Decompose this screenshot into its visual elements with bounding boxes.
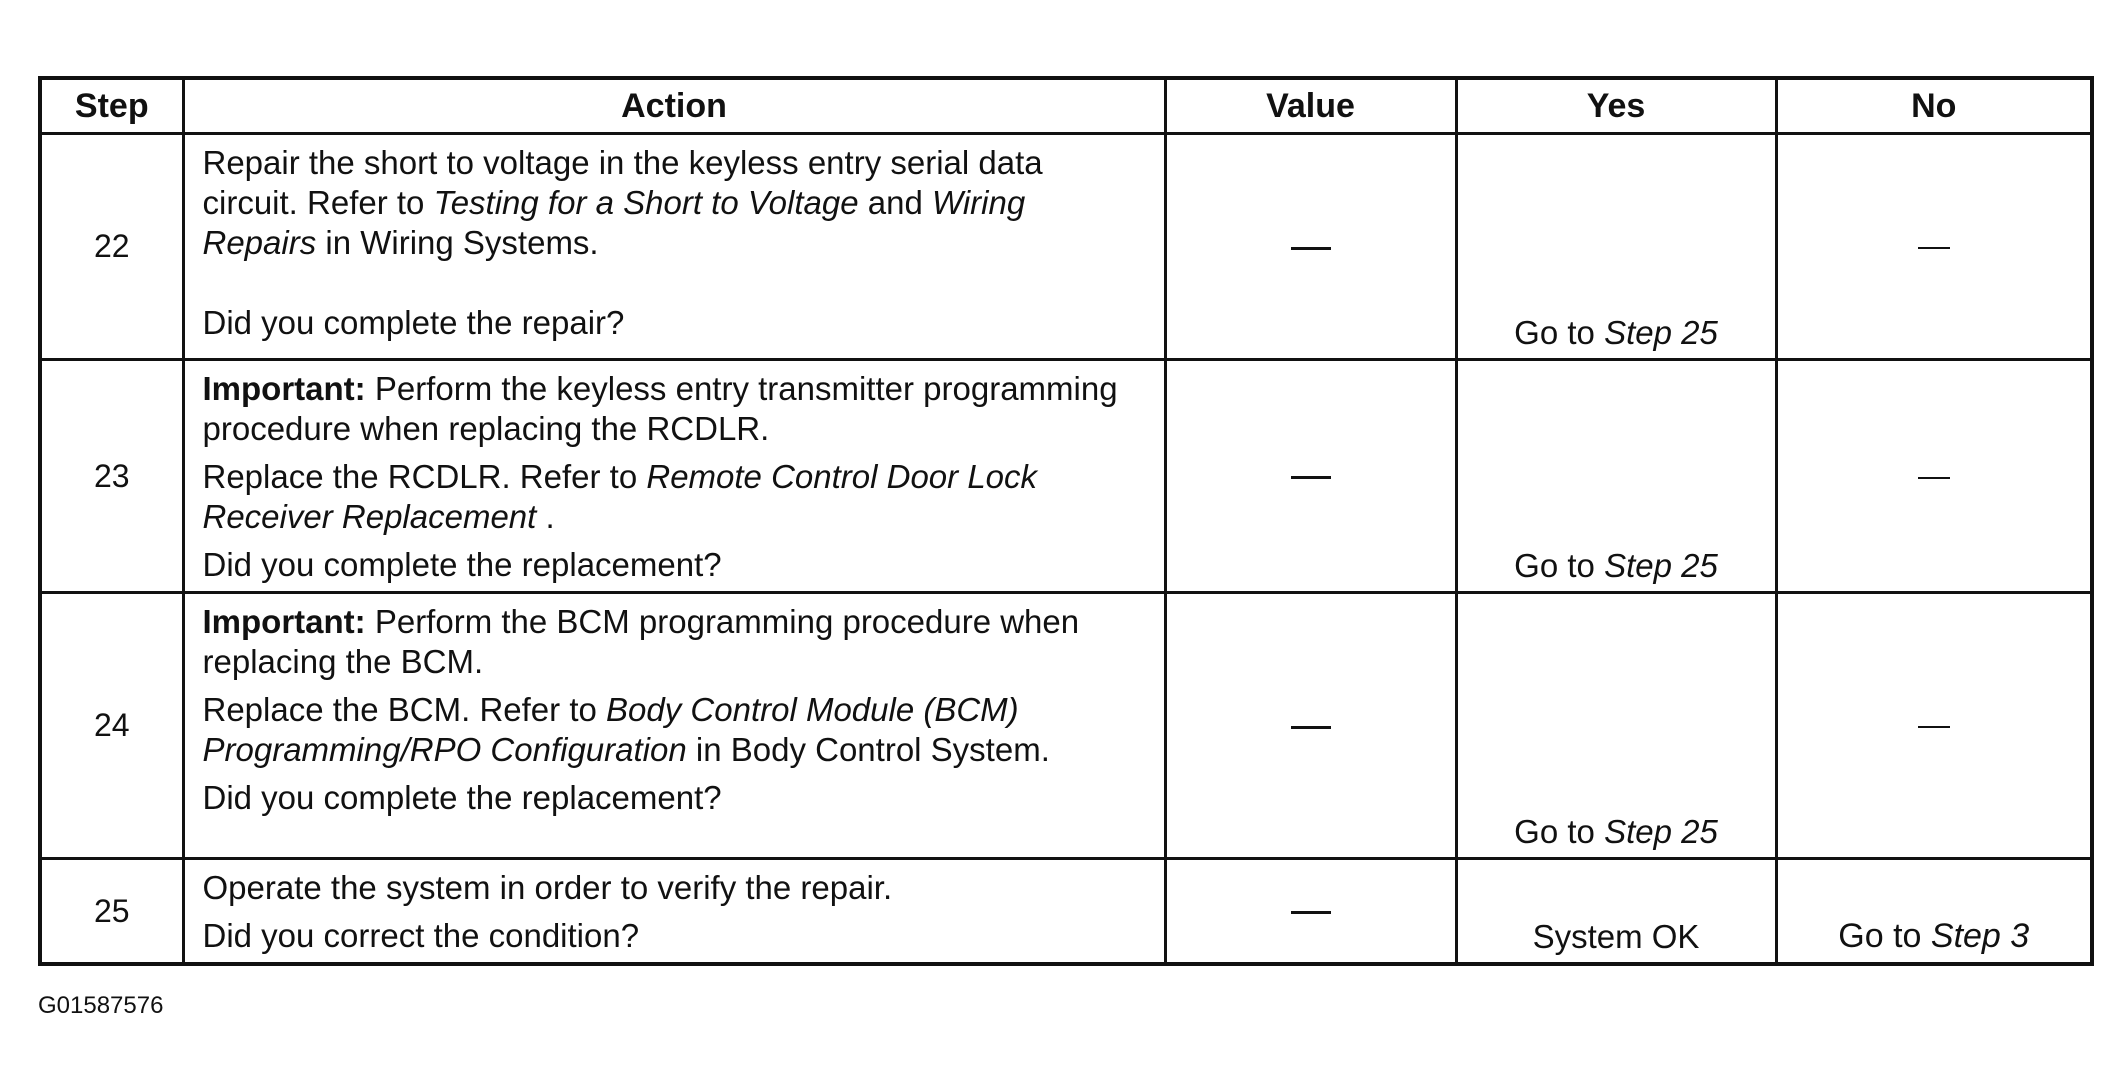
value-cell — [1165, 593, 1456, 859]
important-note — [203, 369, 1146, 449]
header-row — [40, 78, 2092, 134]
table-row-step-24 — [40, 593, 2092, 859]
action-question: Did you complete the replacement? — [202, 779, 722, 816]
header-action: Action — [183, 78, 1165, 134]
header-step: Step — [40, 78, 183, 134]
value-cell — [1165, 134, 1456, 360]
action-question: Did you correct the condition? — [202, 917, 640, 954]
action-cell — [183, 593, 1165, 859]
action-reference: Wiring Repairs — [202, 184, 1026, 261]
action-cell — [183, 134, 1165, 360]
dash-mark — [1918, 247, 1950, 249]
value-cell — [1165, 360, 1456, 593]
dash-mark — [1918, 477, 1950, 479]
step-number: 22 — [40, 134, 183, 360]
yes-prefix: Go to — [1514, 813, 1605, 850]
important-note — [203, 602, 1146, 682]
no-cell — [1776, 360, 2092, 593]
dash-mark — [1291, 476, 1331, 479]
no-prefix: Go to — [1838, 917, 1931, 955]
action-instruction — [203, 690, 1146, 770]
action-text: and — [858, 184, 932, 221]
step-number: 25 — [40, 859, 183, 965]
action-text: in Wiring Systems. — [316, 224, 599, 261]
action-instruction — [203, 143, 1146, 263]
header-no: No — [1776, 78, 2092, 134]
no-cell — [1776, 593, 2092, 859]
no-cell — [1776, 859, 2092, 965]
yes-cell — [1456, 593, 1776, 859]
action-cell — [183, 859, 1165, 965]
dash-mark — [1291, 247, 1331, 250]
yes-step-link[interactable]: Step 25 — [1604, 813, 1718, 850]
no-step-link[interactable]: Step 3 — [1930, 917, 2030, 955]
header-yes: Yes — [1456, 78, 1776, 134]
step-number: 24 — [40, 593, 183, 859]
yes-cell: System OK — [1456, 859, 1776, 965]
action-reference: Testing for a Short to Voltage — [433, 184, 859, 221]
yes-prefix: Go to — [1514, 314, 1605, 351]
header-value: Value — [1165, 78, 1456, 134]
table-row-step-23 — [40, 360, 2092, 593]
action-text: Repair the short to voltage in the keyless entry serial data circuit. Refer to — [202, 144, 1043, 221]
action-text: . — [536, 498, 555, 535]
dash-mark — [1291, 726, 1331, 729]
action-reference: Body Control Module (BCM) Programming/RPO Configuration — [202, 691, 1019, 768]
table-row-step-22 — [40, 134, 2092, 360]
important-label: Important: — [202, 370, 366, 407]
dash-mark — [1918, 726, 1950, 728]
important-label: Important: — [202, 603, 366, 640]
table-row-step-25 — [40, 859, 2092, 965]
action-reference: Remote Control Door Lock Receiver Replacement — [202, 458, 1038, 535]
yes-cell — [1456, 360, 1776, 593]
diagnostic-table — [38, 76, 2094, 966]
important-text: Perform the keyless entry transmitter programming procedure when replacing the RCDLR. — [202, 370, 1118, 447]
action-instruction — [203, 457, 1146, 537]
value-cell — [1165, 859, 1456, 965]
yes-prefix: Go to — [1514, 547, 1605, 584]
yes-step-link[interactable]: Step 25 — [1604, 314, 1718, 351]
action-text: in Body Control System. — [686, 731, 1050, 768]
yes-step-link[interactable]: Step 25 — [1604, 547, 1718, 584]
action-question: Did you complete the replacement? — [202, 546, 722, 583]
action-instruction: Operate the system in order to verify the repair. — [202, 869, 893, 906]
no-cell — [1776, 134, 2092, 360]
action-cell — [183, 360, 1165, 593]
action-text: Replace the BCM. Refer to — [202, 691, 607, 728]
yes-cell — [1456, 134, 1776, 360]
step-number: 23 — [40, 360, 183, 593]
action-question: Did you complete the repair? — [202, 304, 625, 341]
dash-mark — [1291, 911, 1331, 914]
figure-id: G01587576 — [38, 992, 164, 1019]
action-text: Replace the RCDLR. Refer to — [202, 458, 647, 495]
important-text: Perform the BCM programming procedure when replacing the BCM. — [202, 603, 1080, 680]
